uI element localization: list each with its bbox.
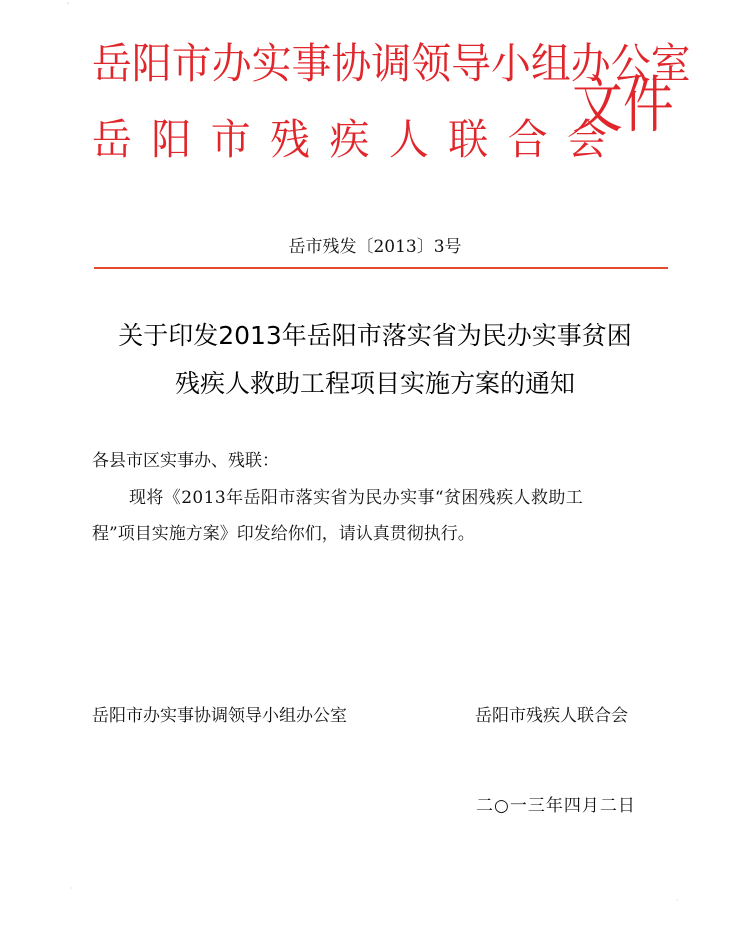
signature-federation: 岳阳市残疾人联合会 xyxy=(475,706,628,726)
scan-artifact-mark: ˇ xyxy=(66,2,70,11)
scan-artifact-mark: · xyxy=(676,896,679,905)
issuer-line-federation: 岳阳市残疾人联合会 xyxy=(92,115,627,164)
salutation: 各县市区实事办、残联： xyxy=(92,451,279,471)
signature-office: 岳阳市办实事协调领导小组办公室 xyxy=(92,706,347,726)
body-paragraph-line-2: 程”项目实施方案》印发给你们，请认真贯彻执行。 xyxy=(92,524,475,544)
document-title-line-1: 关于印发2013年岳阳市落实省为民办实事贫困 xyxy=(118,321,632,350)
document-number: 岳市残发〔2013〕3号 xyxy=(288,237,462,257)
document-type-label: 文件 xyxy=(572,68,674,141)
document-title-line-2: 残疾人救助工程项目实施方案的通知 xyxy=(174,369,575,398)
issuer-line-office: 岳阳市办实事协调领导小组办公室 xyxy=(92,39,691,88)
issue-date: 二○一三年四月二日 xyxy=(476,796,636,816)
body-paragraph-line-1: 现将《2013年岳阳市落实省为民办实事“贫困残疾人救助工 xyxy=(129,488,584,508)
red-divider-line xyxy=(94,267,668,269)
scan-artifact-mark: · xyxy=(70,884,73,893)
